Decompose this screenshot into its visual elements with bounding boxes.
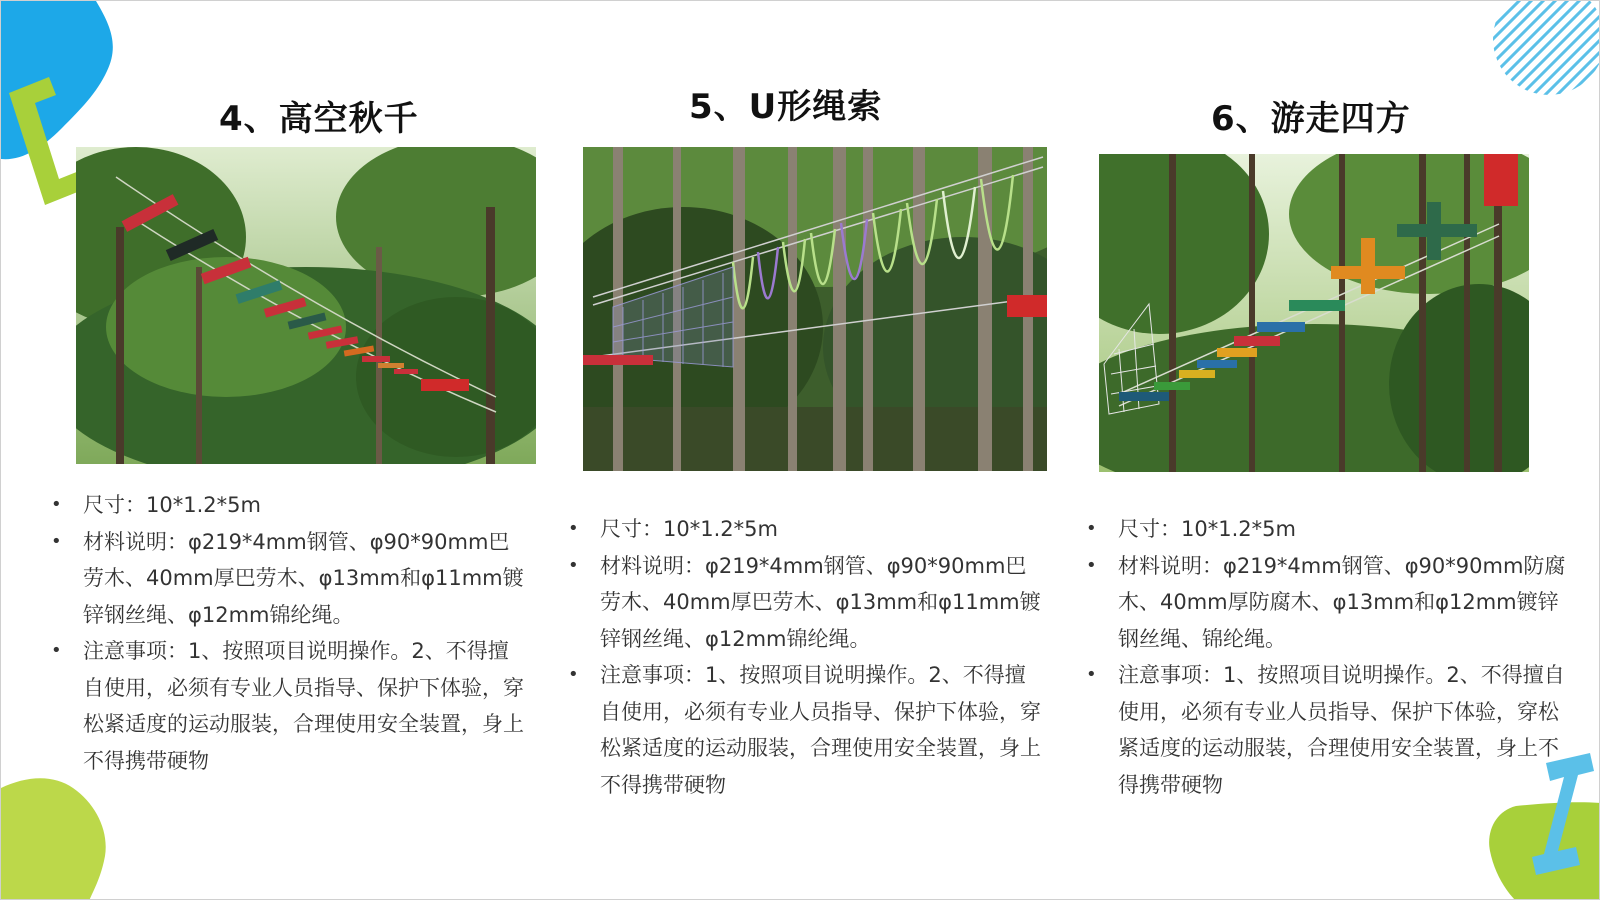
detail-label: 尺寸： [1118, 517, 1181, 541]
detail-label: 注意事项： [83, 639, 188, 663]
detail-value: φ219*4mm钢管、φ90*90mm巴劳木、40mm厚巴劳木、φ13mm和φ11mm镀锌钢丝绳、φ12mm锦纶绳。 [600, 553, 1041, 651]
detail-item [51, 524, 526, 634]
detail-label: 注意事项： [1118, 663, 1223, 687]
product-details-column [51, 487, 526, 779]
product-photo [76, 147, 536, 464]
detail-item [1086, 548, 1571, 658]
detail-item [1086, 657, 1571, 803]
detail-value: φ219*4mm钢管、φ90*90mm防腐木、40mm厚防腐木、φ13mm和φ12mm镀锌钢丝绳、锦纶绳。 [1118, 553, 1566, 651]
product-details-column [568, 511, 1043, 803]
detail-item [51, 487, 526, 524]
forest-photo-illustration [1099, 154, 1529, 472]
detail-value: 1、按照项目说明操作。2、不得擅自使用，必须有专业人员指导、保护下体验，穿松紧适度的运动服装，合理使用安全装置，身上不得携带硬物 [83, 639, 524, 773]
detail-label: 注意事项： [600, 663, 705, 687]
product-title: 4、高空秋千 [219, 99, 419, 139]
product-photo [583, 147, 1047, 471]
product-details-column [1086, 511, 1571, 803]
detail-item [568, 511, 1043, 548]
product-photo [1099, 154, 1529, 472]
detail-value: 10*1.2*5m [1181, 517, 1296, 541]
product-title: 5、U形绳索 [689, 87, 883, 127]
stripe-circle-decoration [1479, 1, 1600, 97]
detail-label: 材料说明： [83, 529, 188, 554]
detail-value: 1、按照项目说明操作。2、不得擅自使用，必须有专业人员指导、保护下体验，穿松紧适度的运动服装，合理使用安全装置，身上不得携带硬物 [1118, 663, 1565, 797]
detail-value: φ219*4mm钢管、φ90*90mm巴劳木、40mm厚巴劳木、φ13mm和φ11mm镀锌钢丝绳、φ12mm锦纶绳。 [83, 529, 524, 627]
detail-item [1086, 511, 1571, 548]
corner-decoration-bottom-left [1, 776, 116, 900]
detail-value: 10*1.2*5m [663, 517, 778, 541]
forest-photo-illustration [583, 147, 1047, 471]
detail-item [51, 633, 526, 779]
product-title: 6、游走四方 [1211, 99, 1411, 139]
detail-item [568, 657, 1043, 803]
detail-label: 材料说明： [1118, 553, 1223, 578]
detail-label: 尺寸： [83, 493, 146, 517]
detail-value: 10*1.2*5m [146, 493, 261, 517]
forest-photo-illustration [76, 147, 536, 464]
detail-item [568, 548, 1043, 658]
detail-value: 1、按照项目说明操作。2、不得擅自使用，必须有专业人员指导、保护下体验，穿松紧适度的运动服装，合理使用安全装置，身上不得携带硬物 [600, 663, 1041, 797]
detail-label: 材料说明： [600, 553, 705, 578]
detail-label: 尺寸： [600, 517, 663, 541]
